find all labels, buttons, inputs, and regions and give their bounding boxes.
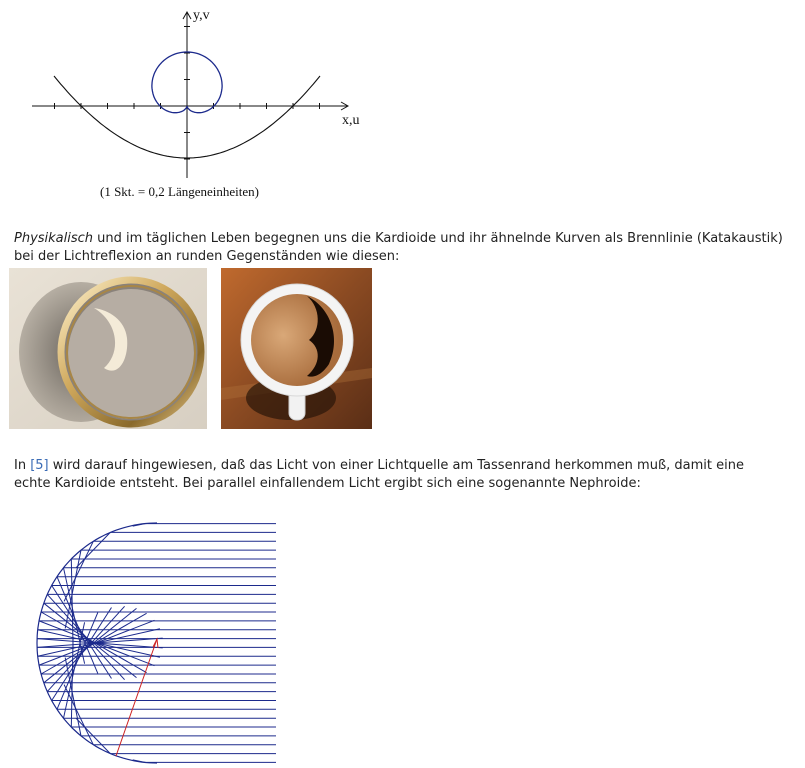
x-axis-label: x,u (342, 113, 360, 128)
parallel-light-rays (37, 524, 276, 763)
paragraph-line: echte Kardioide entsteht. Bei parallel einfallendem Licht ergibt sich eine sogenannte Nephroide: (14, 476, 641, 491)
gold-ring-photo (9, 268, 207, 429)
reflected-ray (64, 685, 93, 745)
coffee-cup-photo (221, 268, 372, 429)
reference-link[interactable]: [5] (30, 458, 49, 473)
reflected-ray (65, 658, 81, 736)
paragraph-line: bei der Lichtreflexion an runden Gegenständen wie diesen: (14, 249, 400, 264)
reflected-ray (47, 606, 124, 691)
reflected-ray (39, 620, 154, 665)
paragraph-nephroid-intro (14, 457, 804, 493)
paragraph-text: In (14, 458, 31, 473)
figure-caption: (1 Skt. = 0,2 Längeneinheiten) (100, 184, 259, 199)
nephroid-figure (0, 515, 300, 768)
paragraph-text: und im täglichen Leben begegnen uns die Kardioide und ihr ähnelnde Kurven als Brennlinie (Katakaustik) (93, 231, 783, 246)
reflected-ray (52, 608, 112, 701)
emphasis-physikalisch: Physikalisch (14, 231, 94, 246)
paragraph-line (14, 457, 804, 475)
paragraph-line (14, 230, 804, 248)
paragraph-text: wird darauf hingewiesen, daß das Licht von einer Lichtquelle am Tassenrand herkommen muß, damit eine (48, 458, 744, 473)
y-axis-label: y,v (193, 8, 210, 23)
cardioid-figure (0, 0, 400, 212)
reflected-ray (38, 629, 160, 657)
paragraph-caustic-intro (14, 230, 804, 266)
